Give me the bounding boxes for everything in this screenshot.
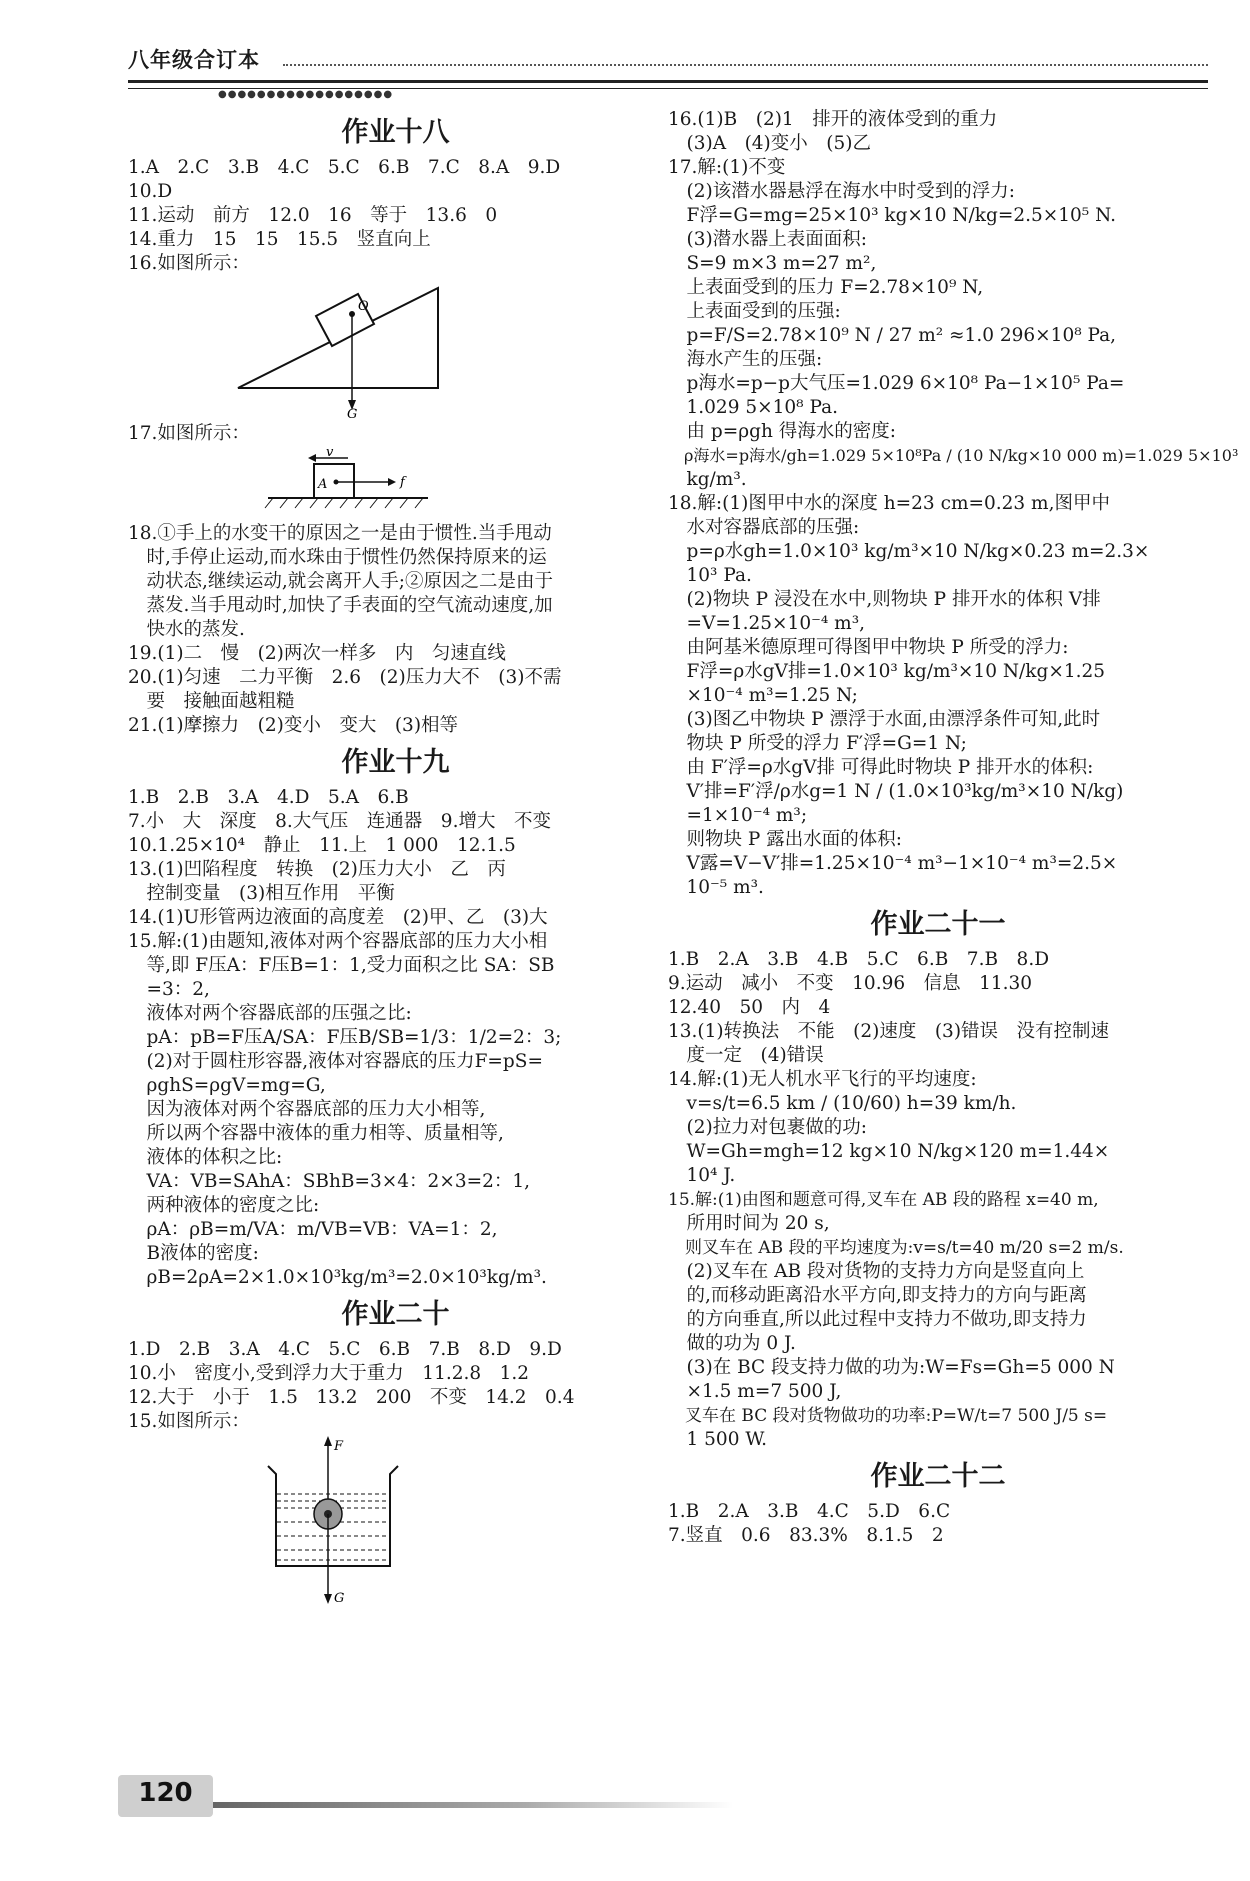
answer-line: V′排=F′浮/ρ水g=1 N / (1.0×10³kg/m³×10 N/kg): [668, 781, 1124, 802]
friction-arrowhead: [388, 478, 396, 486]
answer-line: 所以两个容器中液体的重力相等、质量相等,: [128, 1123, 504, 1144]
answer-line: 16.(1)B (2)1 排开的液体受到的重力: [668, 109, 998, 130]
answer-line: 水对容器底部的压强:: [668, 517, 860, 538]
answer-line: ρB=2ρA=2×1.0×10³kg/m³=2.0×10³kg/m³.: [128, 1267, 547, 1288]
label-f: f: [400, 475, 405, 490]
answer-line: 10.1.25×10⁴ 静止 11.上 1 000 12.1.5: [128, 835, 516, 856]
answer-line: V露=V−V′排=1.25×10⁻⁴ m³−1×10⁻⁴ m³=2.5×: [668, 853, 1118, 874]
answer-line: 7.小 大 深度 8.大气压 连通器 9.增大 不变: [128, 811, 551, 832]
answer-line: 15.如图所示：: [128, 1411, 250, 1432]
answer-line: 12.40 50 内 4: [668, 997, 831, 1018]
answer-line: 液体对两个容器底部的压强之比:: [128, 1003, 412, 1024]
answer-line: 18.解:(1)图甲中水的深度 h=23 cm=0.23 m,图甲中: [668, 493, 1110, 514]
label-g: G: [347, 407, 358, 418]
answer-line: 控制变量 (3)相互作用 平衡: [128, 883, 395, 904]
answer-line: pA：pB=F压A/SA：F压B/SB=1/3：1/2=2：3;: [128, 1027, 562, 1048]
answer-line: 7.竖直 0.6 83.3% 8.1.5 2: [668, 1525, 944, 1546]
answer-line: 做的功为 0 J.: [668, 1333, 796, 1354]
answer-line: 1.D 2.B 3.A 4.C 5.C 6.B 7.B 8.D 9.D: [128, 1339, 562, 1360]
hw20-answers-cont: [668, 108, 1239, 900]
answer-line: 17.解:(1)不变: [668, 157, 786, 178]
header-dotted-line: [283, 64, 1208, 66]
answer-line: 等,即 F压A：F压B=1：1,受力面积之比 SA：SB: [128, 955, 555, 976]
answer-line: 由 p=ρgh 得海水的密度:: [668, 421, 896, 442]
answer-line: (2)该潜水器悬浮在海水中时受到的浮力:: [668, 181, 1015, 202]
answer-line: 的方向垂直,所以此过程中支持力不做功,即支持力: [668, 1309, 1087, 1330]
label-v: v: [326, 448, 334, 460]
answer-line: =V=1.25×10⁻⁴ m³,: [668, 613, 865, 634]
answer-line: 16.如图所示：: [128, 253, 250, 274]
answer-line: 13.(1)转换法 不能 (2)速度 (3)错误 没有控制速: [668, 1021, 1110, 1042]
answer-line: 1.B 2.A 3.B 4.C 5.D 6.C: [668, 1501, 951, 1522]
answer-line: (3)A (4)变小 (5)乙: [668, 133, 871, 154]
answer-line: 1.A 2.C 3.B 4.C 5.C 6.B 7.C 8.A 9.D: [128, 157, 561, 178]
answer-line: 14.(1)U形管两边液面的高度差 (2)甲、乙 (3)大: [128, 907, 548, 928]
answer-line: 两种液体的密度之比:: [128, 1195, 320, 1216]
section-title-hw22: 作业二十二: [870, 1461, 1006, 1492]
answer-line: (3)图乙中物块 P 漂浮于水面,由漂浮条件可知,此时: [668, 709, 1101, 730]
answer-line: p=ρ水gh=1.0×10³ kg/m³×10 N/kg×0.23 m=2.3×: [668, 541, 1150, 562]
answer-line: 15.解:(1)由图和题意可得,叉车在 AB 段的路程 x=40 m,: [668, 1190, 1099, 1210]
answer-line: 因为液体对两个容器底部的压力大小相等,: [128, 1099, 486, 1120]
answer-line: ρghS=ρgV=mg=G,: [128, 1075, 326, 1096]
answer-line: 10.小 密度小,受到浮力大于重力 11.2.8 1.2: [128, 1363, 530, 1384]
label-f: F: [334, 1439, 344, 1454]
answer-line: 由阿基米德原理可得图甲中物块 P 所受的浮力:: [668, 637, 1069, 658]
answer-line: 1.B 2.A 3.B 4.B 5.C 6.B 7.B 8.D: [668, 949, 1050, 970]
answer-line: (3)在 BC 段支持力做的功为:W=Fs=Gh=5 000 N: [668, 1357, 1115, 1378]
answer-line: VA：VB=SAhA：SBhB=3×4：2×3=2：1,: [128, 1171, 531, 1192]
gravity-arrowhead: [324, 1594, 332, 1604]
hw18-answers-a: [128, 156, 663, 276]
answer-line: ×1.5 m=7 500 J,: [668, 1381, 842, 1402]
answer-line: ×10⁻⁴ m³=1.25 N;: [668, 685, 858, 706]
answer-line: 19.(1)二 慢 (2)两次一样多 内 匀速直线: [128, 643, 506, 664]
answer-line: p海水=p−p大气压=1.029 6×10⁸ Pa−1×10⁵ Pa=: [668, 373, 1125, 394]
answer-line: 上表面受到的压强:: [668, 301, 841, 322]
header-title: 八年级合订本: [128, 48, 260, 72]
answer-line: 11.运动 前方 12.0 16 等于 13.6 0: [128, 205, 498, 226]
velocity-arrowhead: [308, 454, 316, 462]
answer-line: S=9 m×3 m=27 m²,: [668, 253, 877, 274]
answer-line: 海水产生的压强:: [668, 349, 823, 370]
answer-line: 则叉车在 AB 段的平均速度为:v=s/t=40 m/20 s=2 m/s.: [668, 1238, 1124, 1258]
answer-line: 快水的蒸发.: [128, 619, 245, 640]
hw21-answers: [668, 948, 1208, 1452]
answer-line: 动状态,继续运动,就会离开人手;②原因之二是由于: [128, 571, 553, 592]
answer-line: 度一定 (4)错误: [668, 1045, 824, 1066]
answer-line: F浮=ρ水gV排=1.0×10³ kg/m³×10 N/kg×1.25: [668, 661, 1106, 682]
beaker-buoyancy-diagram: [128, 1436, 663, 1611]
answer-line: 10⁻⁵ m³.: [668, 877, 764, 898]
label-o: O: [358, 299, 369, 314]
answer-line: 21.(1)摩擦力 (2)变小 变大 (3)相等: [128, 715, 459, 736]
answer-line: 9.运动 减小 不变 10.96 信息 11.30: [668, 973, 1033, 994]
friction-block-diagram: [128, 448, 663, 518]
hw18-answers-b: [128, 522, 663, 738]
answer-line: (2)叉车在 AB 段对货物的支持力方向是竖直向上: [668, 1261, 1085, 1282]
ground-hatching: [265, 498, 423, 508]
answer-line: 1.B 2.B 3.A 4.D 5.A 6.B: [128, 787, 409, 808]
header-rule: [128, 80, 1208, 83]
answer-line: 上表面受到的压力 F=2.78×10⁹ N,: [668, 277, 984, 298]
label-a: A: [318, 477, 328, 492]
answer-line: 物块 P 所受的浮力 F′浮=G=1 N;: [668, 733, 967, 754]
answer-line: B液体的密度:: [128, 1243, 259, 1264]
answer-line: v=s/t=6.5 km / (10/60) h=39 km/h.: [668, 1093, 1017, 1114]
answer-line: 时,手停止运动,而水珠由于惯性仍然保持原来的运: [128, 547, 547, 568]
answer-line: 14.解:(1)无人机水平飞行的平均速度:: [668, 1069, 977, 1090]
label-g: G: [334, 1591, 345, 1606]
answer-line: 1 500 W.: [668, 1429, 768, 1450]
answer-line: W=Gh=mgh=12 kg×10 N/kg×120 m=1.44×: [668, 1141, 1110, 1162]
answer-line: (2)对于圆柱形容器,液体对容器底的压力F=pS=: [128, 1051, 543, 1072]
answer-line: 20.(1)匀速 二力平衡 2.6 (2)压力大不 (3)不需: [128, 667, 562, 688]
answer-line: 18.①手上的水变干的原因之一是由于惯性.当手甩动: [128, 523, 552, 544]
answer-line: 10.D: [128, 181, 173, 202]
answer-line: 要 接触面越粗糙: [128, 691, 295, 712]
footer-gradient-bar: [213, 1802, 733, 1808]
answer-line: 13.(1)凹陷程度 转换 (2)压力大小 乙 丙: [128, 859, 506, 880]
section-title-hw18: 作业十八: [341, 117, 450, 148]
answer-line: p=F/S=2.78×10⁹ N / 27 m² ≈1.0 296×10⁸ Pa,: [668, 325, 1117, 346]
page-number: 120: [138, 1778, 193, 1808]
answer-line: F浮=G=mg=25×10³ kg×10 N/kg=2.5×10⁵ N.: [668, 205, 1116, 226]
answer-line: 15.解:(1)由题知,液体对两个容器底部的压力大小相: [128, 931, 548, 952]
answer-line: 1.029 5×10⁸ Pa.: [668, 397, 838, 418]
answer-line: =3：2,: [128, 979, 210, 1000]
answer-line: 10⁴ J.: [668, 1165, 736, 1186]
page-header: [118, 44, 1208, 104]
hw20-answers: [128, 1338, 663, 1434]
answer-line: 12.大于 小于 1.5 13.2 200 不变 14.2 0.4: [128, 1387, 575, 1408]
right-column: [668, 108, 1239, 1548]
answer-line: kg/m³.: [668, 469, 747, 490]
left-column: [128, 108, 663, 1615]
answer-line: 17.如图所示：: [128, 423, 250, 444]
answer-line: ρA：ρB=m/VA：m/VB=VB：VA=1：2,: [128, 1219, 498, 1240]
answer-line: 则物块 P 露出水面的体积:: [668, 829, 902, 850]
answer-line: 14.重力 15 15 15.5 竖直向上: [128, 229, 431, 250]
answer-line: 叉车在 BC 段对货物做功的功率:P=W/t=7 500 J/5 s=: [668, 1406, 1108, 1426]
answer-line: 蒸发.当手甩动时,加快了手表面的空气流动速度,加: [128, 595, 553, 616]
answer-line: ρ海水=p海水/gh=1.029 5×10⁸Pa / (10 N/kg×10 000 m)=1.029 5×10³: [668, 446, 1239, 465]
buoyancy-arrowhead: [324, 1436, 332, 1446]
answer-line: 10³ Pa.: [668, 565, 752, 586]
section-title-hw19: 作业十九: [341, 747, 450, 778]
answer-line: 的,而移动距离沿水平方向,即支持力的方向与距离: [668, 1285, 1087, 1306]
section-title-hw21: 作业二十一: [870, 909, 1006, 940]
answer-line: (2)物块 P 浸没在水中,则物块 P 排开水的体积 V排: [668, 589, 1101, 610]
hw22-answers: [668, 1500, 1208, 1548]
answer-line: (3)潜水器上表面面积:: [668, 229, 867, 250]
section-title-hw20: 作业二十: [341, 1299, 450, 1330]
hw19-answers: [128, 786, 663, 1290]
answer-line: 由 F′浮=ρ水gV排 可得此时物块 P 排开水的体积:: [668, 757, 1094, 778]
header-bead-decoration: ●●●●●●●●●●●●●●●●●●: [218, 89, 394, 100]
answer-line: (2)拉力对包裹做的功:: [668, 1117, 867, 1138]
answer-line: =1×10⁻⁴ m³;: [668, 805, 808, 826]
incline-force-diagram: [128, 278, 663, 418]
answer-line: 所用时间为 20 s,: [668, 1213, 830, 1234]
answer-line: 液体的体积之比:: [128, 1147, 283, 1168]
